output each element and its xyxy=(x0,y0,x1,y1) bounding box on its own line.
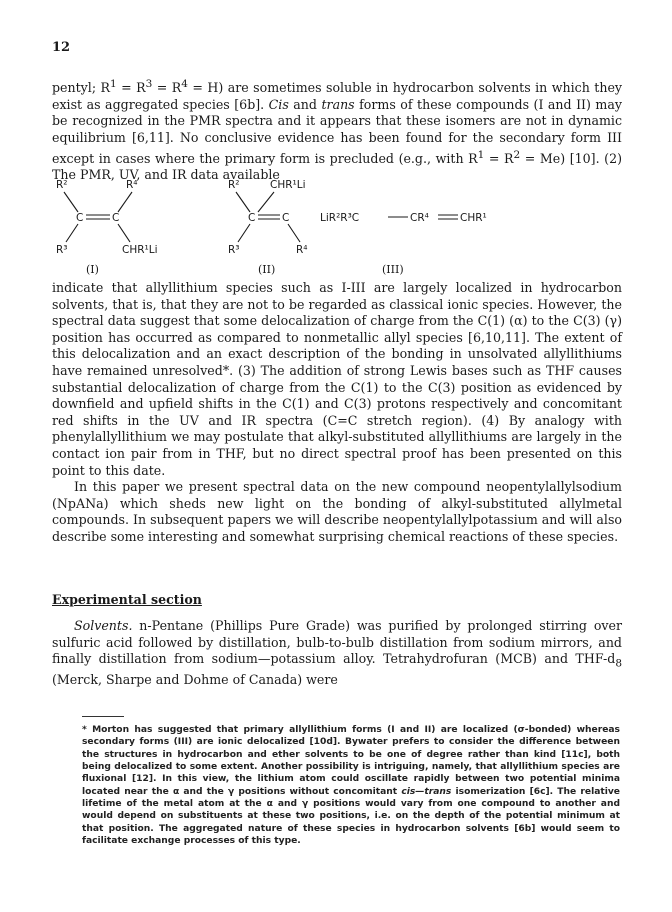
structure-II xyxy=(228,179,308,276)
structure-III xyxy=(320,212,487,276)
structure-III-label: (III) xyxy=(382,263,404,276)
structure-II-label: (II) xyxy=(258,263,276,276)
paragraph-solvents: Solvents. n-Pentane (Phillips Pure Grade) was purified by prolonged stirring over sulfuric acid followed by distillation, bulb-to-bulb distillation from sodium mirrors, and finally distillation from sodium—potassium alloy. Tetrahydrofuran (MCB) and THF-$d_8$ (Merck, Sharpe and Dohme of Canada) were xyxy=(52,618,622,688)
footnote: * Morton has suggested that primary allyllithium forms (I and II) are localized (σ-bonded) whereas secondary forms (III) are ionic delocalized [10d]. Bywater prefers to consider the difference between the structures in hydrocarbon and ether solvents to be one of degree rather than kind [11c], both being delocalized to some extent. Another possibility is intriguing, namely, that allyllithium species are fluxional [12]. In this view, the lithium atom could oscillate rapidly between two potential minima located near the α and the γ positions without concomitant cis—trans isomerization [6c]. The relative lifetime of the metal atom at the α and γ positions would vary from one compound to another and would depend on substituents at these two positions, i.e. on the depth of the potential minimum at that position. The aggregated nature of these species in hydrocarbon solvents [6b] would seem to facilitate exchange processes of this type. xyxy=(82,725,620,847)
paragraph-continued: pentyl; $R^1 = R^3 = R^4 = H$) are sometimes soluble in hydrocarbon solvents in which they exist as aggregated species [6b]. Cis and trans forms of these compounds (I and II) may be recognized in the PMR spectra and it appears that these isomers are not in dynamic equilibrium [6,11]. No conclusive evidence has been found for the secondary form III except in cases where the primary form is precluded (e.g., with $R^1 = R^2 = Me$) [10]. (2) The PMR, UV, and IR data available xyxy=(52,78,623,183)
structure-III-left: LiR²R³C xyxy=(320,212,360,224)
section-heading: Experimental section xyxy=(52,592,202,607)
structure-I-c-right: C xyxy=(112,212,120,224)
structure-II-chr1li: CHR¹Li xyxy=(270,179,306,191)
structure-II-r3: R³ xyxy=(228,244,240,256)
structure-I-chr1li: CHR¹Li xyxy=(122,244,158,256)
structure-I-label: (I) xyxy=(86,263,99,276)
main-text-middle xyxy=(52,280,622,546)
structure-I-r3: R³ xyxy=(56,244,68,256)
structure-I xyxy=(56,179,158,276)
structure-II-c-left: C xyxy=(248,212,256,224)
paragraph-intro: In this paper we present spectral data on the new compound neopentylallylsodium (NpANa) which sheds new light on the bonding of alkyl-substituted allylmetal compounds. In subsequent papers we will describe neopentylallylpotassium and will also describe some interesting and somewhat surprising chemical reactions of these species. xyxy=(52,479,622,544)
structure-II-r4: R⁴ xyxy=(296,244,308,256)
structure-I-c-left: C xyxy=(76,212,84,224)
structures-figure xyxy=(52,178,622,276)
paragraph-bonding: indicate that allyllithium species such as I-III are largely localized in hydrocarbon solvents, that is, that they are not to be regarded as classical ionic species. However, the spectral data suggest that some delocalization of charge from the C(1) (α) to the C(3) (γ) position has occurred as compared to nonmetallic allyl species [6,10,11]. The extent of this delocalization and an exact description of the bonding in unsolvated allyllithiums have remained unresolved*. (3) The addition of strong Lewis bases such as THF causes substantial delocalization of charge from the C(1) to the C(3) position as evidenced by downfield and upfield shifts in the C(1) and C(3) protons respectively and concomitant red shifts in the UV and IR spectra (C=C stretch region). (4) By analogy with phenylallyllithium we may postulate that alkyl-substituted allyllithiums are largely in the contact ion pair from in THF, but no direct spectral proof has been presented on this point to this date. xyxy=(52,280,622,478)
solvents-label: Solvents. xyxy=(74,618,133,633)
structure-III-mid: CR⁴ xyxy=(410,212,429,224)
structure-II-r2: R² xyxy=(228,179,240,191)
chemical-structures xyxy=(52,178,622,276)
structure-I-r4: R⁴ xyxy=(126,179,138,191)
structure-I-r2: R² xyxy=(56,179,68,191)
structure-III-right: CHR¹ xyxy=(460,212,487,224)
structure-II-c-right: C xyxy=(282,212,290,224)
footnote-divider xyxy=(82,716,124,717)
page-number: 12 xyxy=(52,40,71,55)
